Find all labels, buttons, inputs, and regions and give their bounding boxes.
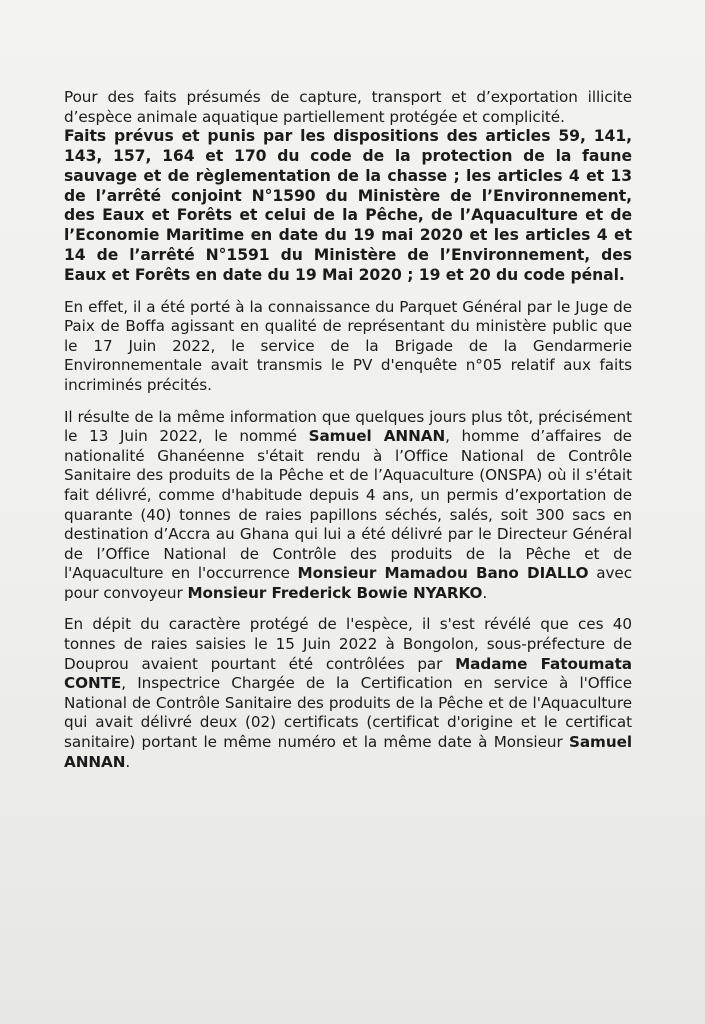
facts-text-1: Il résulte de la même information que quelques jours plus tôt, précisément le 13 Juin 2022, le nommé	[64, 407, 632, 446]
person-name-frederick-bowie-nyarko: Monsieur Frederick Bowie NYARKO	[187, 583, 483, 602]
legal-basis-paragraph: Faits prévus et punis par les dispositions des articles 59, 141, 143, 157, 164 et 170 du code de la protection de la faune sauvage et de règlementation de la chasse ; les articles 4 et 13 de l’arrêté conjoint N°1590 du Ministère de l’Environnement, des Eaux et Forêts et celui de la Pêche, de l’Aquaculture et de l’Economie Maritime en date du 19 mai 2020 et les articles 4 et 14 de l’arrêté N°1591 du Ministère de l’Environnement, des Eaux et Forêts en date du 19 Mai 2020 ; 19 et 20 du code pénal.	[64, 127, 632, 284]
facts-text-3: avec pour convoyeur	[64, 564, 632, 602]
certification-text-3: .	[125, 752, 131, 771]
certification-paragraph	[64, 615, 632, 772]
certification-text-1: En dépit du caractère protégé de l'espèce, il s'est révélé que ces 40 tonnes de raies saisies le 15 Juin 2022 à Bongolon, sous-préfecture de Douprou avaient pourtant été contrôlées par	[64, 615, 632, 673]
certification-text-2: , Inspectrice Chargée de la Certification en service à l'Office National de Contrôle Sanitaire des produits de la Pêche et de l'Aquaculture qui avait délivré deux (02) certificats (certificat d'origine et le certificat sanitaire) portant le même numéro et la même date à Monsieur	[64, 674, 632, 752]
intro-paragraph: Pour des faits présumés de capture, transport et d’exportation illicite d’espèce animale aquatique partiellement protégée et complicité.	[64, 88, 632, 126]
person-name-fatoumata-conte: Madame Fatoumata CONTE	[64, 654, 632, 693]
person-name-samuel-annan: Samuel ANNAN	[308, 427, 446, 446]
facts-text-2: , homme d’affaires de nationalité Ghanéenne s'était rendu à l’Office National de Contrôle Sanitaire des produits de la Pêche et de l’Aquaculture (ONSPA) où il s'était fait délivré, comme d'habitude depuis 4 ans, un permis d’exportation de quarante (40) tonnes de raies papillons séchés, salés, soit 300 sacs en destination d’Accra au Ghana qui lui a été délivré par le Directeur Général de l’Office National de Contrôle des produits de la Pêche et de l'Aquaculture en l'occurrence	[64, 427, 632, 583]
referral-paragraph: En effet, il a été porté à la connaissance du Parquet Général par le Juge de Paix de Boffa agissant en qualité de représentant du ministère public que le 17 Juin 2022, le service de la Brigade de la Gendarmerie Environnementale avait transmis le PV d'enquête n°05 relatif aux faits incriminés précités.	[64, 297, 632, 394]
facts-paragraph	[64, 408, 632, 604]
facts-text-4: .	[482, 583, 488, 602]
document-body	[64, 88, 632, 772]
person-name-mamadou-bano-diallo: Monsieur Mamadou Bano DIALLO	[297, 564, 589, 583]
person-name-samuel-annan-2: Samuel ANNAN	[64, 733, 632, 771]
